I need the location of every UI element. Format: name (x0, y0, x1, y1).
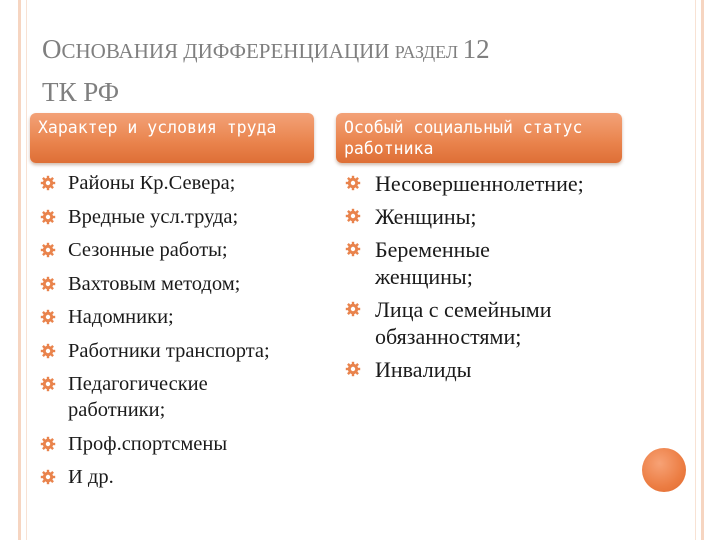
list-item: И др. (40, 464, 330, 490)
slide-title (42, 30, 662, 116)
decorative-orange-circle (642, 448, 686, 492)
list-item: Вахтовым методом; (40, 271, 330, 297)
gear-bullet-icon (345, 208, 361, 224)
list-item: Несовершеннолетние; (345, 170, 645, 197)
list-item: Педагогические работники; (40, 371, 248, 423)
gear-bullet-icon (345, 301, 361, 317)
right-column-header: Особый социальный статус работника (336, 113, 622, 163)
list-item: Надомники; (40, 304, 330, 330)
left-column-header: Характер и условия труда (30, 113, 314, 163)
list-item: Вредные усл.труда; (40, 204, 330, 230)
gear-bullet-icon (40, 276, 56, 292)
gear-bullet-icon (40, 209, 56, 225)
title-word2: ДИФФЕРЕНЦИАЦИИ (183, 39, 395, 63)
gear-bullet-icon (40, 469, 56, 485)
gear-bullet-icon (345, 175, 361, 191)
list-item: Лица с семейными обязанностями; (345, 296, 615, 350)
title-line2: ТК РФ (42, 77, 120, 107)
list-item: Проф.спортсмены (40, 431, 330, 457)
gear-bullet-icon (345, 241, 361, 257)
gear-bullet-icon (40, 175, 56, 191)
gear-bullet-icon (40, 343, 56, 359)
list-item: Инвалиды (345, 356, 645, 383)
list-item: Женщины; (345, 203, 645, 230)
list-item: Работники транспорта; (40, 338, 330, 364)
gear-bullet-icon (40, 242, 56, 258)
gear-bullet-icon (40, 309, 56, 325)
list-item: Сезонные работы; (40, 237, 330, 263)
gear-bullet-icon (40, 376, 56, 392)
left-list (40, 170, 330, 498)
title-first-letter: О (42, 34, 62, 64)
list-item: Районы Кр.Севера; (40, 170, 330, 196)
gear-bullet-icon (345, 361, 361, 377)
title-word1: СНОВАНИЯ (61, 39, 184, 63)
gear-bullet-icon (40, 436, 56, 452)
right-list (345, 170, 645, 389)
title-number: 12 (462, 34, 490, 64)
list-item: Беременные женщины; (345, 236, 545, 290)
title-word3: РАЗДЕЛ (394, 42, 463, 62)
